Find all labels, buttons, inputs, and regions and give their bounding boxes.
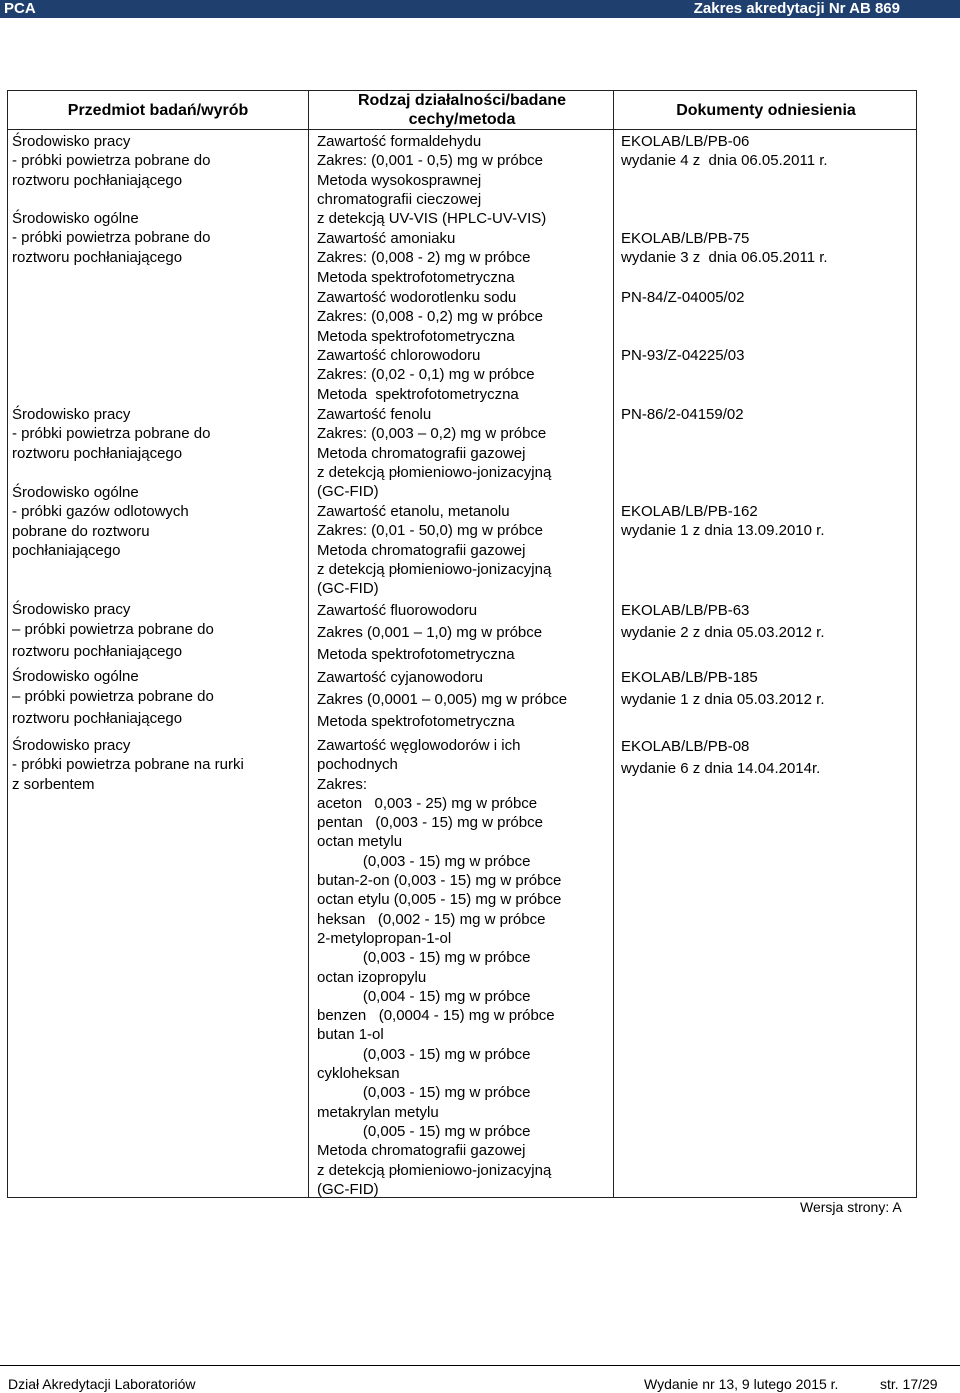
subject-line: - próbki powietrza pobrane do <box>12 152 211 170</box>
activity-line: Metoda spektrofotometryczna <box>317 327 515 345</box>
activity-block <box>317 405 607 501</box>
document-line: wydanie 1 z dnia 05.03.2012 r. <box>621 691 825 708</box>
activity-line: octan metylu <box>317 833 403 851</box>
activity-line: Zakres: <box>317 775 368 793</box>
col-header-activity-line2: cechy/metoda <box>408 111 516 128</box>
activity-line: octan izopropylu <box>317 968 427 986</box>
activity-line: Metoda spektrofotometryczna <box>317 268 515 286</box>
activity-line: (0,005 - 15) mg w próbce <box>317 1122 531 1140</box>
activity-line: Zakres: (0,02 - 0,1) mg w próbce <box>317 366 535 384</box>
col-header-activity-line1: Rodzaj działalności/badane <box>357 92 567 109</box>
activity-line: (GC-FID) <box>317 483 379 501</box>
document-block <box>621 288 911 307</box>
activity-line: heksan (0,002 - 15) mg w próbce <box>317 910 546 928</box>
activity-line: Zawartość amoniaku <box>317 230 456 247</box>
subject-title: Środowisko ogólne <box>12 210 139 227</box>
activity-line: pochodnych <box>317 756 398 774</box>
activity-line: Zawartość formaldehydu <box>317 133 482 150</box>
document-line: wydanie 3 z dnia 06.05.2011 r. <box>621 249 828 267</box>
activity-line: Metoda wysokosprawnej <box>317 171 482 189</box>
footer-edition: Wydanie nr 13, 9 lutego 2015 r. <box>644 1376 839 1392</box>
subject-line: roztworu pochłaniającego <box>12 248 183 266</box>
document-line: wydanie 1 z dnia 13.09.2010 r. <box>621 522 825 540</box>
activity-line: chromatografii cieczowej <box>317 190 482 208</box>
activity-block <box>317 667 607 733</box>
activity-line: Metoda spektrofotometryczna <box>317 646 515 663</box>
document-line: EKOLAB/LB/PB-162 <box>621 503 758 520</box>
header-divider <box>8 129 916 130</box>
document-line: EKOLAB/LB/PB-185 <box>621 669 758 686</box>
activity-line: Metoda chromatografii gazowej <box>317 1142 526 1160</box>
subject-title: Środowisko pracy <box>12 601 131 618</box>
activity-block <box>317 736 607 1199</box>
activity-line: (0,003 - 15) mg w próbce <box>317 1045 531 1063</box>
subject-title: Środowisko pracy <box>12 133 131 150</box>
activity-line: Zawartość wodorotlenku sodu <box>317 289 517 306</box>
document-block <box>621 736 911 780</box>
activity-line: Zawartość węglowodorów i ich <box>317 737 521 754</box>
document-line: EKOLAB/LB/PB-75 <box>621 230 750 247</box>
document-line: wydanie 6 z dnia 14.04.2014r. <box>621 760 821 777</box>
activity-line: z detekcją płomieniowo-jonizacyjną <box>317 1161 552 1179</box>
activity-line: Metoda spektrofotometryczna <box>317 713 515 730</box>
subject-line: pochłaniającego <box>12 541 121 559</box>
subject-line: roztworu pochłaniającego <box>12 444 183 462</box>
activity-line: Zakres: (0,01 - 50,0) mg w próbce <box>317 522 543 540</box>
accreditation-table <box>7 90 917 1198</box>
column-divider <box>308 91 309 1197</box>
activity-line: (GC-FID) <box>317 1180 379 1198</box>
activity-line: pentan (0,003 - 15) mg w próbce <box>317 814 543 832</box>
subject-line: – próbki powietrza pobrane do <box>12 621 214 639</box>
activity-line: butan-2-on (0,003 - 15) mg w próbce <box>317 872 562 890</box>
activity-line: Zakres: (0,008 - 2) mg w próbce <box>317 249 531 267</box>
subject-title: Środowisko pracy <box>12 406 131 423</box>
document-block <box>621 667 911 711</box>
col-header-subject: Przedmiot badań/wyrób <box>67 102 249 119</box>
activity-line: Zawartość cyjanowodoru <box>317 669 483 686</box>
activity-line: Zakres (0,001 – 1,0) mg w próbce <box>317 624 543 641</box>
subject-line: z sorbentem <box>12 775 95 793</box>
document-block <box>621 600 911 644</box>
activity-line: benzen (0,0004 - 15) mg w próbce <box>317 1007 555 1025</box>
document-block <box>621 229 911 268</box>
activity-line: Metoda chromatografii gazowej <box>317 444 526 462</box>
activity-line: Zawartość fenolu <box>317 406 432 423</box>
column-divider <box>613 91 614 1197</box>
document-line: PN-84/Z-04005/02 <box>621 289 745 306</box>
subject-title: Środowisko ogólne <box>12 484 139 501</box>
activity-block <box>317 600 607 666</box>
activity-line: octan etylu (0,005 - 15) mg w próbce <box>317 891 562 909</box>
subject-block <box>12 209 304 267</box>
subject-line: roztworu pochłaniającego <box>12 710 183 728</box>
footer-page-number: str. 17/29 <box>880 1376 938 1392</box>
activity-block <box>317 346 607 404</box>
document-block <box>621 346 911 365</box>
activity-line: (0,004 - 15) mg w próbce <box>317 987 531 1005</box>
subject-line: - próbki powietrza pobrane na rurki <box>12 756 244 774</box>
subject-block <box>12 405 304 463</box>
activity-block <box>317 502 607 598</box>
document-line: PN-86/2-04159/02 <box>621 406 744 423</box>
activity-block <box>317 288 607 346</box>
activity-line: Zawartość etanolu, metanolu <box>317 503 510 520</box>
page-header-bar <box>0 0 960 18</box>
activity-line: Metoda spektrofotometryczna <box>317 385 519 403</box>
subject-line: – próbki powietrza pobrane do <box>12 688 214 706</box>
activity-line: z detekcją płomieniowo-jonizacyjną <box>317 560 552 578</box>
subject-line: - próbki gazów odlotowych <box>12 503 189 521</box>
subject-line: roztworu pochłaniającego <box>12 643 183 661</box>
document-line: EKOLAB/LB/PB-06 <box>621 133 750 150</box>
activity-line: Zakres: (0,001 - 0,5) mg w próbce <box>317 152 543 170</box>
subject-block <box>12 600 304 663</box>
footer-department: Dział Akredytacji Laboratoriów <box>8 1376 196 1392</box>
subject-line: - próbki powietrza pobrane do <box>12 229 211 247</box>
subject-line: roztworu pochłaniającego <box>12 171 183 189</box>
header-title: Zakres akredytacji Nr AB 869 <box>693 0 900 17</box>
document-block <box>621 502 911 541</box>
activity-line: metakrylan metylu <box>317 1103 439 1121</box>
activity-line: aceton 0,003 - 25) mg w próbce <box>317 794 538 812</box>
page-version: Wersja strony: A <box>800 1199 902 1215</box>
activity-line: z detekcją UV-VIS (HPLC-UV-VIS) <box>317 210 547 228</box>
activity-line: (0,003 - 15) mg w próbce <box>317 949 531 967</box>
subject-block <box>12 483 304 560</box>
subject-block <box>12 736 304 794</box>
header-org: PCA <box>4 0 36 17</box>
subject-line: - próbki powietrza pobrane do <box>12 425 211 443</box>
activity-line: z detekcją płomieniowo-jonizacyjną <box>317 463 552 481</box>
subject-line: pobrane do roztworu <box>12 522 150 540</box>
document-line: EKOLAB/LB/PB-63 <box>621 602 750 619</box>
activity-block <box>317 229 607 287</box>
document-block <box>621 132 911 171</box>
document-line: PN-93/Z-04225/03 <box>621 347 745 364</box>
col-header-activity <box>317 91 607 129</box>
document-line: EKOLAB/LB/PB-08 <box>621 738 750 755</box>
footer-divider <box>0 1365 960 1366</box>
subject-title: Środowisko ogólne <box>12 668 139 685</box>
activity-line: Zawartość chlorowodoru <box>317 347 481 364</box>
subject-title: Środowisko pracy <box>12 737 131 754</box>
document-line: wydanie 4 z dnia 06.05.2011 r. <box>621 152 828 170</box>
activity-line: 2-metylopropan-1-ol <box>317 929 452 947</box>
subject-block <box>12 132 304 190</box>
document-line: wydanie 2 z dnia 05.03.2012 r. <box>621 624 825 641</box>
activity-line: (0,003 - 15) mg w próbce <box>317 852 531 870</box>
activity-line: cykloheksan <box>317 1065 400 1083</box>
activity-line: Zakres: (0,008 - 0,2) mg w próbce <box>317 308 543 326</box>
activity-line: butan 1-ol <box>317 1026 384 1044</box>
activity-line: Zakres: (0,003 – 0,2) mg w próbce <box>317 425 547 443</box>
activity-line: (0,003 - 15) mg w próbce <box>317 1084 531 1102</box>
activity-line: Zawartość fluorowodoru <box>317 602 478 619</box>
activity-block <box>317 132 607 228</box>
col-header-documents: Dokumenty odniesienia <box>676 102 856 119</box>
activity-line: (GC-FID) <box>317 580 379 598</box>
activity-line: Metoda chromatografii gazowej <box>317 541 526 559</box>
activity-line: Zakres (0,0001 – 0,005) mg w próbce <box>317 691 568 708</box>
document-block <box>621 405 911 424</box>
subject-block <box>12 667 304 730</box>
